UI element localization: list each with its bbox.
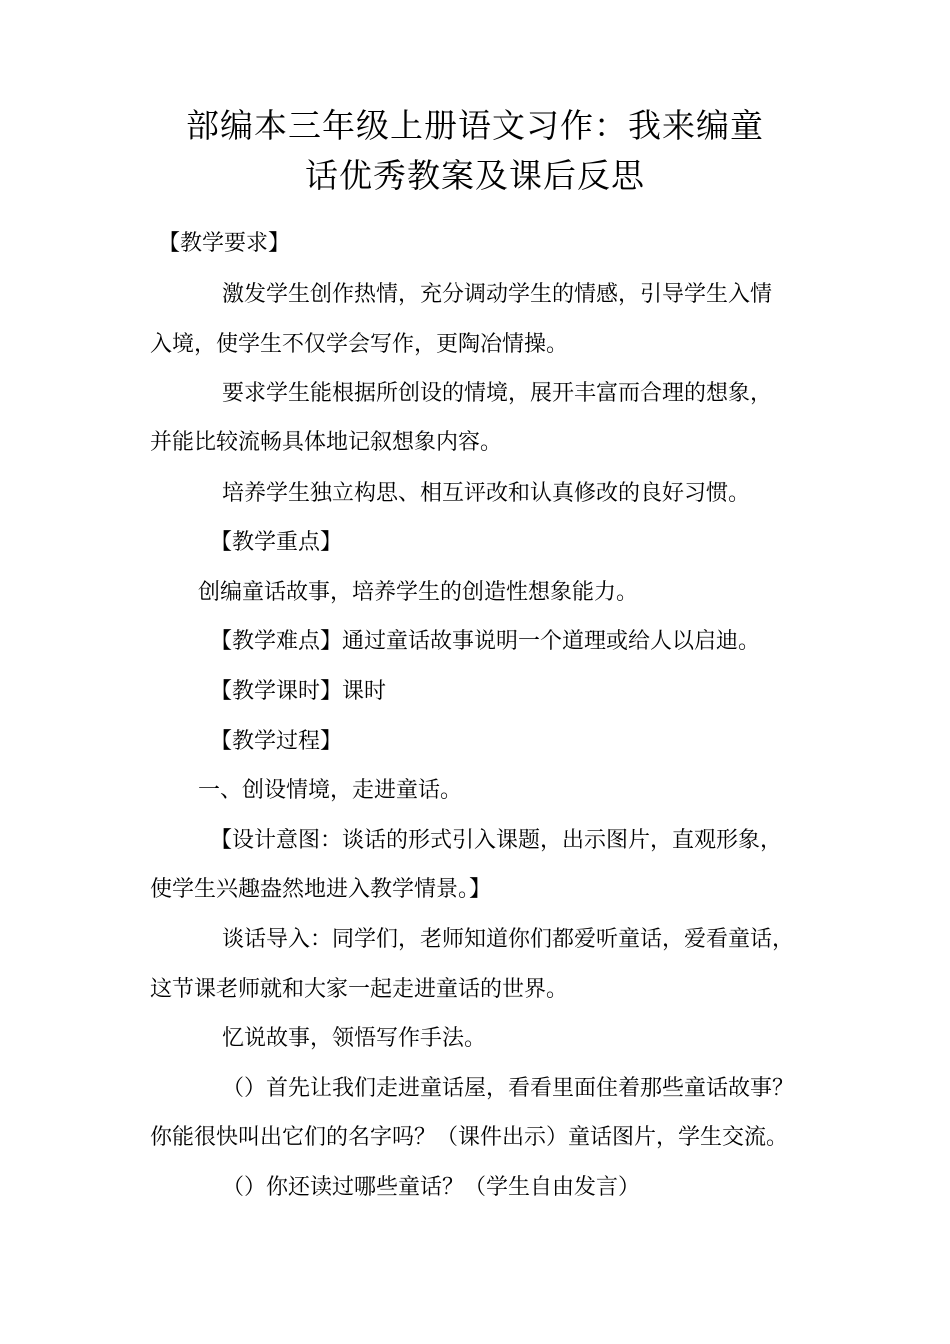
paragraph-line: 忆说故事，领悟写作手法。 xyxy=(222,1026,487,1051)
paragraph-line: （）首先让我们走进童话屋，看看里面住着那些童话故事？ xyxy=(222,1076,795,1101)
heading-teaching-focus: 【教学重点】 xyxy=(210,530,343,555)
paragraph-line: 谈话导入：同学们，老师知道你们都爱听童话，爱看童话， xyxy=(222,927,795,952)
heading-teaching-requirements: 【教学要求】 xyxy=(158,231,291,256)
paragraph-line: 这节课老师就和大家一起走进童话的世界。 xyxy=(150,977,569,1002)
heading-teaching-difficulty: 【教学难点】通过童话故事说明一个道理或给人以启迪。 xyxy=(210,629,761,654)
paragraph-line: 你能很快叫出它们的名字吗？（课件出示）童话图片，学生交流。 xyxy=(150,1125,789,1150)
paragraph-line: 创编童话故事，培养学生的创造性想象能力。 xyxy=(198,580,639,605)
paragraph-line: 培养学生独立构思、相互评改和认真修改的良好习惯。 xyxy=(222,481,751,506)
paragraph-line: 【设计意图：谈话的形式引入课题，出示图片，直观形象， xyxy=(210,828,783,853)
paragraph-line: 激发学生创作热情，充分调动学生的情感，引导学生入情 xyxy=(222,282,773,307)
paragraph-line: （）你还读过哪些童话？（学生自由发言） xyxy=(222,1175,641,1200)
document-title-line-1: 部编本三年级上册语文习作：我来编童 xyxy=(186,106,764,145)
paragraph-line: 使学生兴趣盎然地进入教学情景。】 xyxy=(150,877,492,902)
section-heading: 一、创设情境，走进童话。 xyxy=(198,778,463,803)
paragraph-line: 要求学生能根据所创设的情境，展开丰富而合理的想象， xyxy=(222,381,773,406)
document-title-line-2: 话优秀教案及课后反思 xyxy=(305,156,645,195)
paragraph-line: 并能比较流畅具体地记叙想象内容。 xyxy=(150,430,503,455)
heading-teaching-hours: 【教学课时】课时 xyxy=(210,679,387,704)
heading-teaching-process: 【教学过程】 xyxy=(210,729,343,754)
paragraph-line: 入境，使学生不仅学会写作，更陶冶情操。 xyxy=(150,332,569,357)
